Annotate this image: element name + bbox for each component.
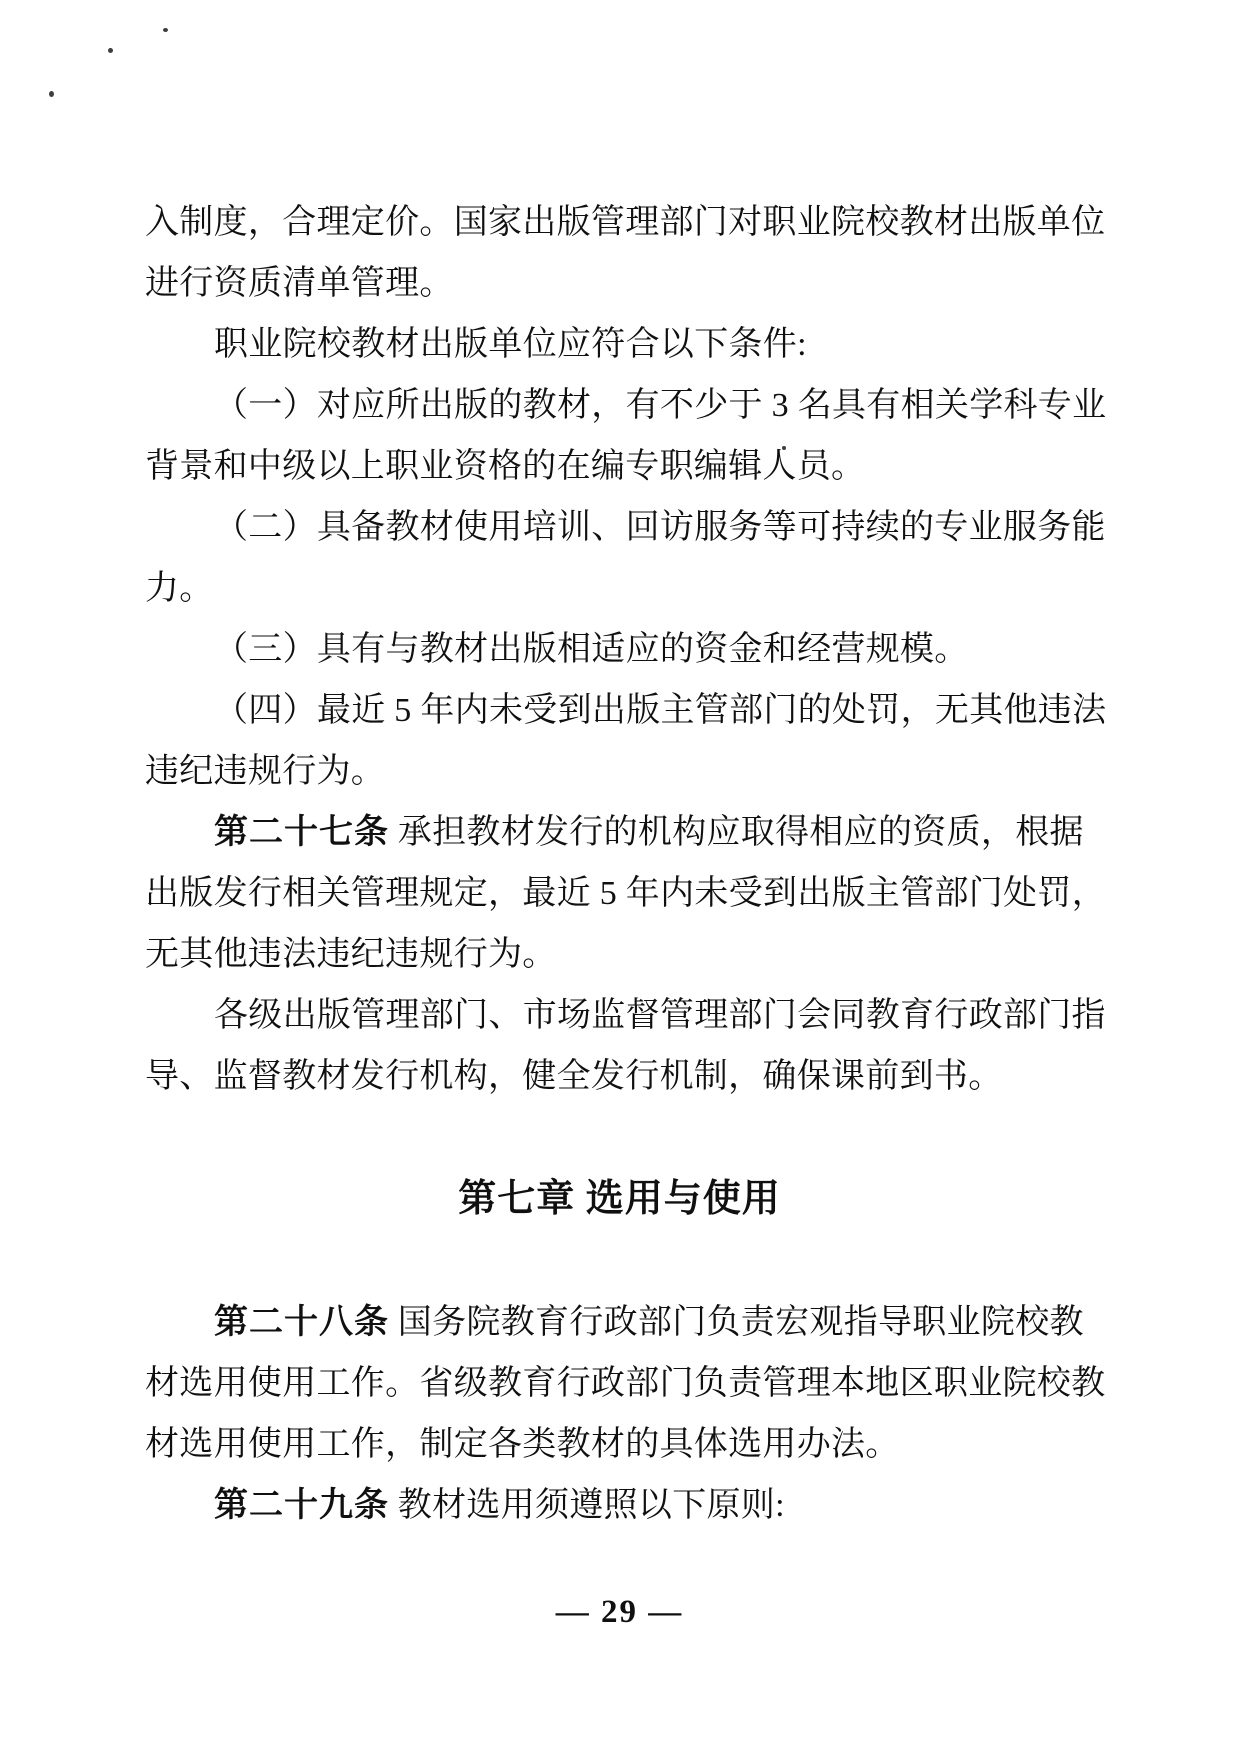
text-line: （二）具备教材使用培训、回访服务等可持续的专业服务能	[214, 509, 1106, 546]
text-line: 第二十八条 国务院教育行政部门负责宏观指导职业院校教	[214, 1304, 1084, 1341]
text-line: 进行资质清单管理。	[145, 265, 454, 302]
text-line: 入制度，合理定价。国家出版管理部门对职业院校教材出版单位	[145, 204, 1106, 241]
chapter-heading: 第七章 选用与使用	[458, 1178, 781, 1220]
text-line: 材选用使用工作，制定各类教材的具体选用办法。	[145, 1426, 900, 1463]
text-line: （三）具有与教材出版相适应的资金和经营规模。	[214, 631, 969, 668]
text-line: 违纪违规行为。	[145, 753, 386, 790]
text-line: 出版发行相关管理规定，最近 5 年内未受到出版主管部门处罚，	[145, 875, 1106, 912]
page-number: — 29 —	[555, 1594, 684, 1630]
scan-speck	[163, 28, 168, 32]
article-number: 第二十八条	[214, 1304, 389, 1341]
paragraphs-after-heading	[145, 1292, 1110, 1536]
text-line: 材选用使用工作。省级教育行政部门负责管理本地区职业院校教	[145, 1365, 1106, 1402]
text-line: 力。	[145, 570, 214, 607]
text-line: 职业院校教材出版单位应符合以下条件:	[214, 326, 807, 363]
article-number: 第二十九条	[214, 1487, 389, 1524]
article-number: 第二十七条	[214, 814, 389, 851]
text-line: 无其他违法违纪违规行为。	[145, 936, 557, 973]
text-line: （四）最近 5 年内未受到出版主管部门的处罚，无其他违法	[214, 692, 1107, 729]
text-line: 第二十七条 承担教材发行的机构应取得相应的资质，根据	[214, 814, 1084, 851]
text-line: 导、监督教材发行机构，健全发行机制，确保课前到书。	[145, 1058, 1003, 1095]
text-line: 背景和中级以上职业资格的在编专职编辑人员。	[145, 448, 866, 485]
text-line: （一）对应所出版的教材，有不少于 3 名具有相关学科专业	[214, 387, 1107, 424]
text-line: 第二十九条 教材选用须遵照以下原则:	[214, 1487, 785, 1524]
paragraphs-before-heading	[145, 192, 1110, 1107]
text-line: 各级出版管理部门、市场监督管理部门会同教育行政部门指	[214, 997, 1106, 1034]
scan-speck	[108, 48, 113, 53]
scan-speck	[49, 91, 54, 97]
